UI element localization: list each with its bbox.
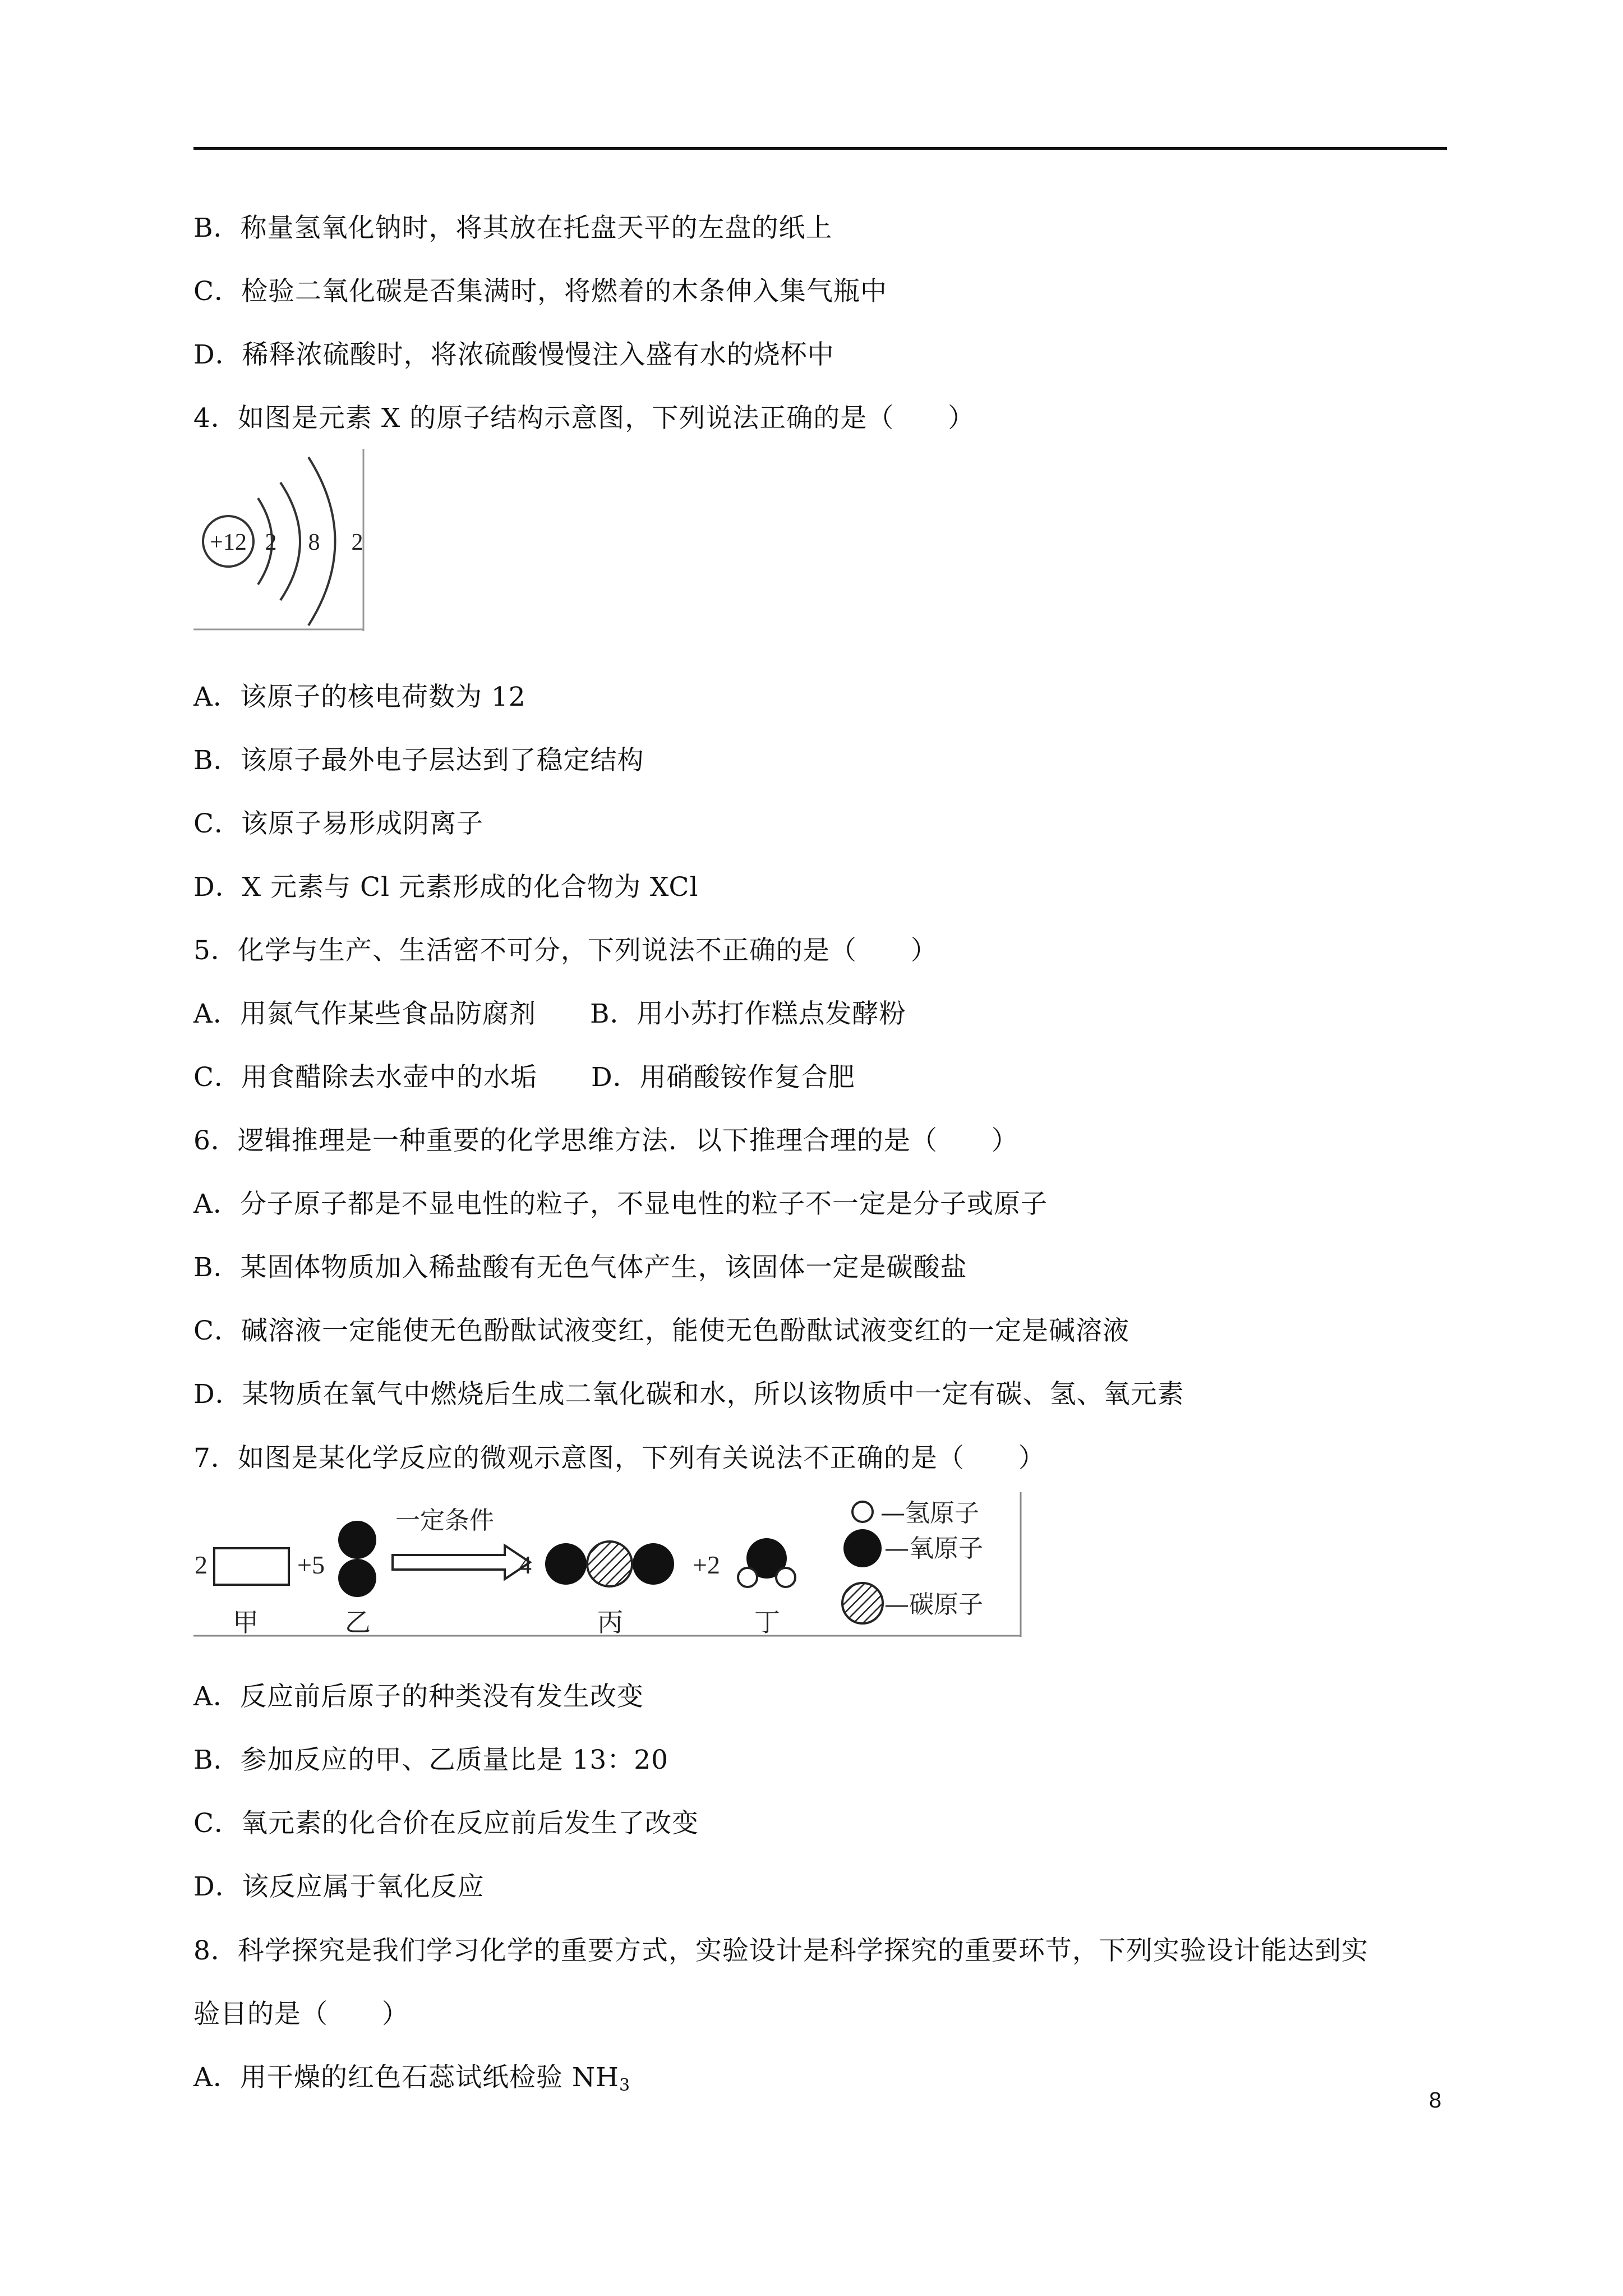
q4-stem: 4．如图是元素 X 的原子结构示意图，下列说法正确的是（ ） bbox=[193, 403, 975, 434]
hydrogen-atom bbox=[738, 1568, 757, 1587]
q8-stem-line1: 8．科学探究是我们学习化学的重要方式，实验设计是科学探究的重要环节，下列实验设计能达到实 bbox=[193, 1935, 1368, 1966]
q8-stem-line2: 验目的是（ ） bbox=[193, 1999, 409, 2030]
reaction-arrow bbox=[393, 1545, 530, 1579]
q4-option-b: B．该原子最外电子层达到了稳定结构 bbox=[193, 745, 644, 776]
q4-option-c: C．该原子易形成阴离子 bbox=[193, 808, 483, 839]
header-rule bbox=[193, 147, 1447, 150]
q7-option-c: C．氧元素的化合价在反应前后发生了改变 bbox=[193, 1808, 699, 1839]
q3-option-d: D．稀释浓硫酸时，将浓硫酸慢慢注入盛有水的烧杯中 bbox=[193, 339, 834, 370]
q7-option-b: B．参加反应的甲、乙质量比是 13：20 bbox=[193, 1745, 669, 1775]
q5-options-ab: A．用氮气作某些食品防腐剂 B．用小苏打作糕点发酵粉 bbox=[193, 999, 906, 1029]
legend-oxygen: —氧原子 bbox=[884, 1534, 983, 1563]
coef-yi: +5 bbox=[297, 1550, 325, 1579]
nucleus-charge: +12 bbox=[210, 530, 247, 555]
q6-stem: 6．逻辑推理是一种重要的化学思维方法．以下推理合理的是（ ） bbox=[193, 1125, 1018, 1156]
page-number: 8 bbox=[1429, 2088, 1442, 2113]
oxygen-atom bbox=[338, 1559, 376, 1597]
arrow-label: 一定条件 bbox=[395, 1506, 494, 1535]
q7-option-d: D．该反应属于氧化反应 bbox=[193, 1871, 485, 1902]
legend-carbon: —碳原子 bbox=[884, 1590, 983, 1619]
shell-arc-2 bbox=[280, 482, 300, 600]
q4-option-d: D．X 元素与 Cl 元素形成的化合物为 XCl bbox=[193, 872, 699, 903]
q5-stem: 5．化学与生产、生活密不可分，下列说法不正确的是（ ） bbox=[193, 935, 938, 966]
q7-option-a: A．反应前后原子的种类没有发生改变 bbox=[193, 1681, 644, 1712]
shell-1-electrons: 2 bbox=[265, 530, 277, 555]
oxygen-atom bbox=[338, 1521, 376, 1559]
oxygen-atom bbox=[545, 1543, 587, 1585]
reaction-micro-diagram bbox=[193, 1492, 1023, 1638]
legend-hydrogen: —氢原子 bbox=[880, 1499, 979, 1527]
q8-option-a-subscript: 3 bbox=[619, 2076, 631, 2095]
q8-option-a-text: A．用干燥的红色石蕊试纸检验 NH bbox=[193, 2062, 619, 2093]
label-bing: 丙 bbox=[597, 1607, 623, 1637]
q6-option-b: B．某固体物质加入稀盐酸有无色气体产生，该固体一定是碳酸盐 bbox=[193, 1252, 967, 1283]
q5-options-cd: C．用食醋除去水壶中的水垢 D．用硝酸铵作复合肥 bbox=[193, 1062, 855, 1093]
q4-option-a: A．该原子的核电荷数为 12 bbox=[193, 682, 526, 712]
label-jia: 甲 bbox=[233, 1607, 259, 1637]
atom-structure-diagram bbox=[193, 449, 367, 631]
coef-jia: 2 bbox=[195, 1550, 208, 1579]
carbon-atom bbox=[587, 1542, 632, 1586]
oxygen-atom bbox=[633, 1543, 674, 1585]
q6-option-d: D．某物质在氧气中燃烧后生成二氧化碳和水，所以该物质中一定有碳、氢、氧元素 bbox=[193, 1379, 1184, 1410]
q3-option-c: C．检验二氧化碳是否集满时，将燃着的木条伸入集气瓶中 bbox=[193, 276, 887, 307]
molecule-jia-box bbox=[214, 1548, 289, 1585]
hydrogen-atom bbox=[776, 1568, 795, 1587]
legend-carbon-symbol bbox=[842, 1583, 883, 1623]
q8-option-a bbox=[193, 2061, 630, 2102]
q7-stem: 7．如图是某化学反应的微观示意图，下列有关说法不正确的是（ ） bbox=[193, 1443, 1045, 1474]
q6-option-a: A．分子原子都是不显电性的粒子，不显电性的粒子不一定是分子或原子 bbox=[193, 1189, 1048, 1220]
label-yi: 乙 bbox=[345, 1607, 371, 1637]
shell-2-electrons: 8 bbox=[308, 530, 320, 555]
legend-hydrogen-symbol bbox=[852, 1502, 873, 1522]
q6-option-c: C．碱溶液一定能使无色酚酞试液变红，能使无色酚酞试液变红的一定是碱溶液 bbox=[193, 1315, 1129, 1346]
legend-oxygen-symbol bbox=[843, 1529, 882, 1567]
coef-ding: +2 bbox=[693, 1550, 720, 1579]
label-ding: 丁 bbox=[754, 1607, 780, 1637]
shell-3-electrons: 2 bbox=[351, 530, 363, 555]
q3-option-b: B．称量氢氧化钠时，将其放在托盘天平的左盘的纸上 bbox=[193, 213, 833, 243]
coef-bing: 4 bbox=[519, 1550, 532, 1579]
